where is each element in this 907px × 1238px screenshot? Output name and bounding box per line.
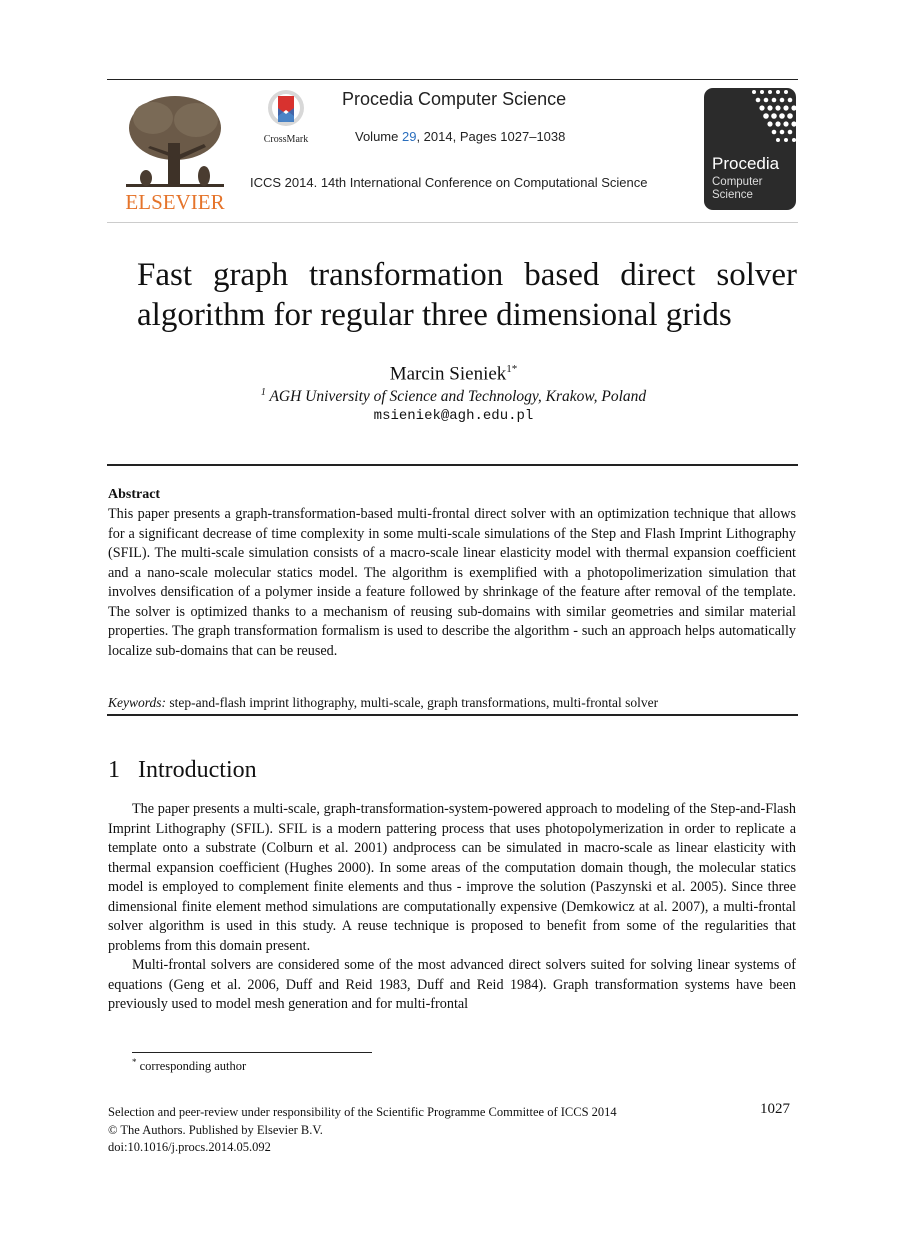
dot-pattern-icon (744, 88, 796, 146)
author-email[interactable]: msieniek@agh.edu.pl (373, 408, 534, 424)
journal-name[interactable]: Procedia Computer Science (342, 89, 567, 109)
section-title: Introduction (138, 757, 257, 783)
page-number: 1027 (760, 1101, 790, 1117)
section-number: 1 (108, 757, 120, 783)
crossmark-icon[interactable] (256, 86, 316, 146)
footer-doi[interactable]: doi:10.1016/j.procs.2014.05.092 (108, 1140, 271, 1154)
paper-title (137, 255, 797, 335)
badge-title: Procedia (712, 154, 780, 173)
footnote-text: corresponding author (139, 1059, 247, 1074)
footer-copyright: © The Authors. Published by Elsevier B.V. (108, 1122, 323, 1137)
abstract-heading: Abstract (108, 487, 161, 502)
affiliation-text: AGH University of Science and Technology, Krakow, Poland (269, 388, 647, 406)
volume-pages: , 2014, Pages 1027–1038 (416, 129, 566, 144)
affiliation-superscript: 1 (260, 387, 266, 398)
section-body (108, 800, 796, 1015)
keywords (108, 695, 798, 711)
page-footer (108, 1104, 798, 1157)
abstract-top-rule (107, 464, 798, 466)
title-line-1: Fast graph transformation based direct solver (137, 257, 797, 293)
procedia-badge (704, 88, 796, 210)
section-heading (108, 757, 257, 784)
abstract-text: This paper presents a graph-transformation-based multi-frontal direct solver with an optimization technique that allows for a significant decrease of time complexity in some multi-scale simulations of the Step and Flash Imprint Lithography (SFIL). The multi-scale simulation consists of a macro-scale linear elasticity model with thermal expansion coefficient and a nano-scale molecular statics model. The algorithm is exemplified with a photopolimerization simulation that involves densification of a polymer inside a feature followed by shrinkage of the feature after removal of the template. The solver is optimized thanks to a mechanism of reusing sub-domains with similar geometries and similar material properties. The graph transformation formalism is used to describe the algorithm - such an approach helps automatically localize sub-domains that can be reused. (108, 506, 796, 659)
footer-review-line: Selection and peer-review under responsibility of the Scientific Programme Committee of ICCS 2014 (108, 1105, 617, 1119)
footnote-rule (132, 1052, 372, 1053)
badge-sub-line-1: Computer (712, 176, 763, 188)
conference-name: ICCS 2014. 14th International Conference on Computational Science (250, 175, 648, 190)
affiliation (0, 387, 907, 406)
elsevier-wordmark: ELSEVIER (125, 190, 225, 214)
author-name: Marcin Sieniek (389, 363, 507, 385)
header-top-rule (107, 79, 798, 80)
footnote-mark: * (132, 1057, 137, 1067)
paragraph-1: The paper presents a multi-scale, graph-transformation-system-powered approach to modeling of the Step-and-Flash Imprint Lithography (SFIL). SFIL is a modern pattering process that uses photopolymerization in order to replicate a template onto a substrate (Colburn et al. 2001) andprocess can be simulated in macro-scale as linear elasticity with thermal expansion coefficient (Hughes 2000). In some areas of the computation domain though, the molecular statics model is employed to complement finite elements and thus - improve the solution (Paszynski et al. 2005). Since three dimensional finite element method simulations are computationally expensive (Demkowicz at al. 2007), a multi-frontal solver algorithm is used in this study. A reuse technique is proposed to benefit from some of the regularities that problems from this domain present. (108, 801, 796, 954)
volume-label: Volume (355, 129, 402, 144)
title-line-2: algorithm for regular three dimensional grids (137, 297, 732, 333)
paragraph-2: Multi-frontal solvers are considered some of the most advanced direct solvers suited for solving linear systems of equations (Geng et al. 2006, Duff and Reid 1983, Duff and Reid 1984). Graph transformation systems have been previously used to model mesh generation and for multi-frontal (108, 957, 796, 1012)
elsevier-logo (118, 88, 232, 214)
footnote (132, 1057, 246, 1074)
volume-info (355, 129, 565, 144)
header-bottom-rule (107, 222, 798, 223)
volume-link[interactable]: 29 (401, 129, 417, 144)
abstract-bottom-rule (107, 714, 798, 716)
badge-subtitle (712, 176, 763, 202)
crossmark-label: CrossMark (263, 134, 309, 145)
author-superscript: 1* (506, 363, 518, 375)
badge-sub-line-2: Science (712, 189, 753, 201)
author-line (0, 363, 907, 385)
keywords-label: Keywords: (108, 695, 166, 710)
keywords-list: step-and-flash imprint lithography, multi-scale, graph transformations, multi-frontal solver (169, 695, 659, 710)
